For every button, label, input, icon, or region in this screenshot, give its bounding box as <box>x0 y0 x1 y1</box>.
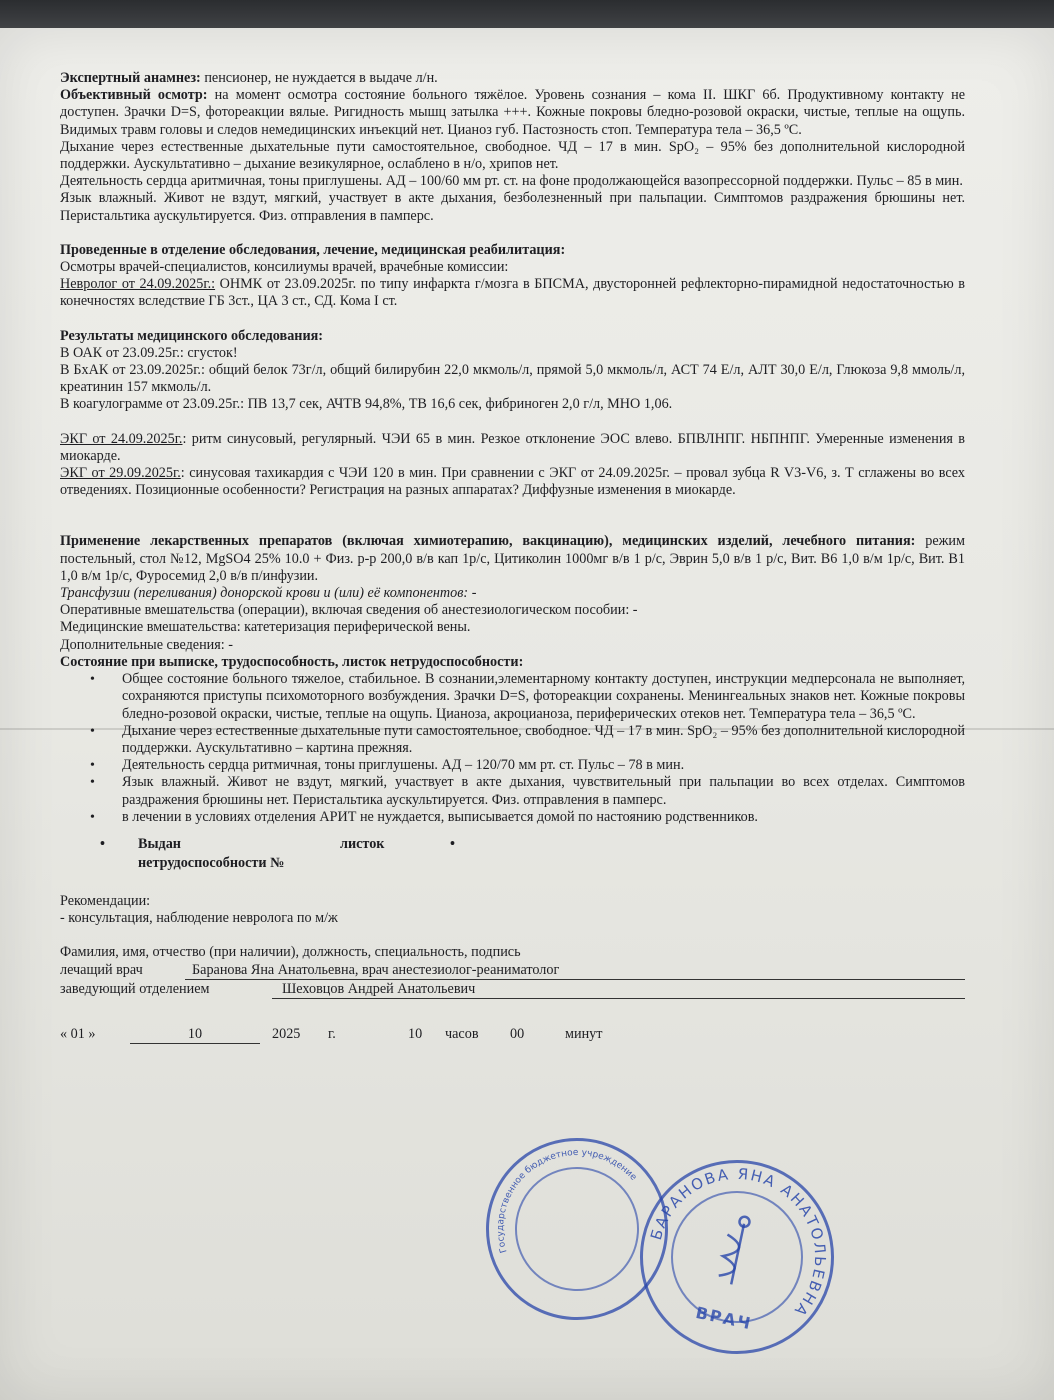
bullet-dot: • <box>100 835 105 852</box>
head-role: заведующий отделением <box>60 980 210 997</box>
heart-paragraph: Деятельность сердца аритмичная, тоны приглушены. АД – 100/60 мм рт. ст. на фоне продолжающейся вазопрессорной поддержки. Пульс – 85 в мин. <box>60 173 963 190</box>
examinations-heading <box>60 242 965 259</box>
abdomen-paragraph: Язык влажный. Живот не вздут, мягкий, участвует в акте дыхания, безболезненный при пальпации. Симптомов раздражения брюшины нет. Перистальтика аускультируется. Физ. отправления в памперс. <box>60 190 965 224</box>
date-hours: 10 <box>408 1025 423 1042</box>
neurologist-paragraph <box>60 276 965 310</box>
examinations-heading-text: Проведенные в отделение обследования, лечение, медицинская реабилитация: <box>60 241 566 258</box>
bhak-result: В БхАК от 23.09.2025г.: общий белок 73г/л, общий билирубин 22,0 мкмоль/л, прямой 5,0 мкмоль/л, АСТ 74 Е/л, АЛТ 30,0 Е/л, Глюкоза 9,8 ммоль/л, креатинин 157 мкмоль/л. <box>60 362 965 396</box>
date-month: 10 <box>130 1026 260 1044</box>
results-heading-text: Результаты медицинского обследования: <box>60 327 324 344</box>
bullet-dot: • <box>450 835 455 852</box>
sick-leave-number: нетрудоспособности № <box>138 854 285 871</box>
document-sheet <box>0 28 1054 1400</box>
svg-text:Государственное бюджетное учре: Государственное бюджетное учреждение <box>495 1147 639 1254</box>
doctor-personal-seal <box>622 1142 852 1372</box>
discharge-item: • в лечении в условиях отделения АРИТ не нуждается, выписывается домой по настоянию родственников. <box>122 809 965 826</box>
results-heading <box>60 328 965 345</box>
coagulogram-result: В коагулограмме от 23.09.25г.: ПВ 13,7 сек, АЧТВ 94,8%, ТВ 16,6 сек, фибриноген 2,0 г/л, МНО 1,06. <box>60 396 673 413</box>
discharge-heading-text: Состояние при выписке, трудоспособность, листок нетрудоспособности: <box>60 653 524 670</box>
oak-result: В ОАК от 23.09.25г.: сгусток! <box>60 344 238 361</box>
discharge-heading <box>60 654 965 671</box>
treatment-heading: Применение лекарственных препаратов (включая химиотерапию, вакцинацию), медицинских изделий, лечебного питания: <box>60 533 916 550</box>
head-name: Шеховцов Андрей Анатольевич <box>282 980 476 997</box>
objective-exam-text: на момент осмотра состояние больного тяжёлое. Уровень сознания – кома II. ШКГ 6б. Продуктивному контакту не доступен. Зрачки D=S, фотореакции вялые. Ригидность мышц затылка +++. Кожные покровы бледно-розовой окраски, чистые, теплые на ощупь. Видимых травм головы и следов немедицинских инъекций нет. Цианоз губ. Пастозность стоп. Температура тела – 36,5 ºС. <box>60 87 966 138</box>
date-row <box>60 1026 965 1046</box>
caduceus-icon <box>717 1214 750 1285</box>
ecg-1-label: ЭКГ от 24.09.2025г. <box>60 430 183 447</box>
treatment-text: режим постельный, стол №12, MgSO4 25% 10.0 + Физ. р-р 200,0 в/в кап 1р/с, Цитиколин 1000мг в/в 1 р/с, Эврин 5,0 в/в 1 р/с, Вит. В6 1,0 в/м 1р/с, Вит. В1 1,0 в/м 1р/с, Фуросемид 2,0 в/в п/инфузии. <box>60 533 966 584</box>
doctor-role: лечащий врач <box>60 961 143 978</box>
ecg-1-text: : ритм синусовый, регулярный. ЧЭИ 65 в мин. Резкое отклонение ЭОС влево. БПВЛНПГ. НБПНПГ. Умеренные изменения в миокарде. <box>60 430 966 464</box>
neurologist-label: Невролог от 24.09.2025г.: <box>60 276 216 293</box>
date-year-suffix: г. <box>328 1025 336 1042</box>
expert-anamnesis <box>60 70 965 87</box>
signature-header: Фамилия, имя, отчество (при наличии), должность, специальность, подпись <box>60 944 521 961</box>
neurologist-text: ОНМК от 23.09.2025г. по типу инфаркта г/мозга в БПСМА, двусторонней рефлекторно-пирамидной недостаточностью в конечностях вследствие ГБ 3ст., ЦА 3 ст., СД. Кома I ст. <box>60 276 965 310</box>
breathing-paragraph: Дыхание через естественные дыхательные пути самостоятельное, свободное. ЧД – 17 в мин. SpO₂ – 95% без дополнительной кислородной поддержки. Аускультативно – дыхание везикулярное, ослаблено в н/о, хрипов нет. <box>60 138 965 173</box>
document-body <box>60 70 965 1046</box>
specialists-subheading: Осмотры врачей-специалистов, консилиумы врачей, врачебные комиссии: <box>60 259 509 276</box>
additional-info-line: Дополнительные сведения: - <box>60 636 234 653</box>
sick-leave-block <box>60 836 965 876</box>
date-minutes-label: минут <box>565 1025 603 1042</box>
treatment-paragraph <box>60 533 965 585</box>
sick-leave-sheet: листок <box>340 835 385 852</box>
date-day: « 01 » <box>60 1025 96 1042</box>
ecg-1-paragraph <box>60 431 965 465</box>
date-hours-label: часов <box>445 1025 479 1042</box>
recommendations-label: Рекомендации: <box>60 892 151 909</box>
head-signature-row <box>60 981 965 1000</box>
discharge-item: • Общее состояние больного тяжелое, стабильное. В сознании,элементарному контакту доступен, инструкции медперсонала не выполняет, сохраняются приступы психомоторного возбуждения. Зрачки D=S, фотореакции сохранены. Менингеальных знаков нет. Кожные покровы бледно-розовой окраски, чистые, теплые на ощупь. Цианоза, акроцианоза, периферических отеков нет. Температура тела – 36,5 ºС. <box>122 671 965 723</box>
doctor-seal-bottom-text: ВРАЧ <box>694 1302 754 1334</box>
discharge-item: • Язык влажный. Живот не вздут, мягкий, участвует в акте дыхания, чувствительный при пальпации во всех отделах. Симптомов раздражения брюшины нет. Перистальтика аускультируется. Физ. отправления в памперс. <box>122 774 965 808</box>
svg-text:БАРАНОВА ЯНА АНАТОЛЬЕВНА: БАРАНОВА ЯНА АНАТОЛЬЕВНА <box>647 1164 830 1321</box>
discharge-list <box>60 671 965 826</box>
ecg-2-text: : синусовая тахикардия с ЧЭИ 120 в мин. При сравнении с ЭКГ от 24.09.2025г. – провал зубца R V3-V6, з. Т сглажены во всех отведениях. Позиционные особенности? Регистрация на разных аппаратах? Диффузные изменения в миокарде. <box>60 465 965 499</box>
medical-intervention-line: Медицинские вмешательства: катетеризация периферической вены. <box>60 619 471 636</box>
doctor-signature-row <box>60 962 965 981</box>
expert-anamnesis-text: пенсионер, не нуждается в выдаче л/н. <box>200 70 438 86</box>
objective-exam-label: Объективный осмотр: <box>60 87 208 104</box>
discharge-item: • Дыхание через естественные дыхательные пути самостоятельное, свободное. ЧД – 17 в мин. SpO₂ – 95% без дополнительной кислородной поддержки. Аускультативно – картина прежняя. <box>122 723 965 757</box>
surgery-line: Оперативные вмешательства (операции), включая сведения об анестезиологическом пособии: - <box>60 602 638 619</box>
ecg-2-label: ЭКГ от 29.09.2025г. <box>60 465 181 482</box>
doctor-name: Баранова Яна Анатольевна, врач анестезиолог-реаниматолог <box>192 961 560 978</box>
discharge-item: • Деятельность сердца ритмичная, тоны приглушены. АД – 120/70 мм рт. ст. Пульс – 78 в мин. <box>122 757 965 774</box>
objective-exam <box>60 87 965 139</box>
transfusion-line: Трансфузии (переливания) донорской крови и (или) её компонентов: - <box>60 585 477 602</box>
date-minutes: 00 <box>510 1025 525 1042</box>
expert-anamnesis-label: Экспертный анамнез: <box>60 70 201 86</box>
ecg-2-paragraph <box>60 465 965 499</box>
recommendations-item: - консультация, наблюдение невролога по м/ж <box>60 910 338 927</box>
sick-leave-issued: Выдан <box>138 835 181 852</box>
date-year: 2025 <box>272 1025 301 1042</box>
